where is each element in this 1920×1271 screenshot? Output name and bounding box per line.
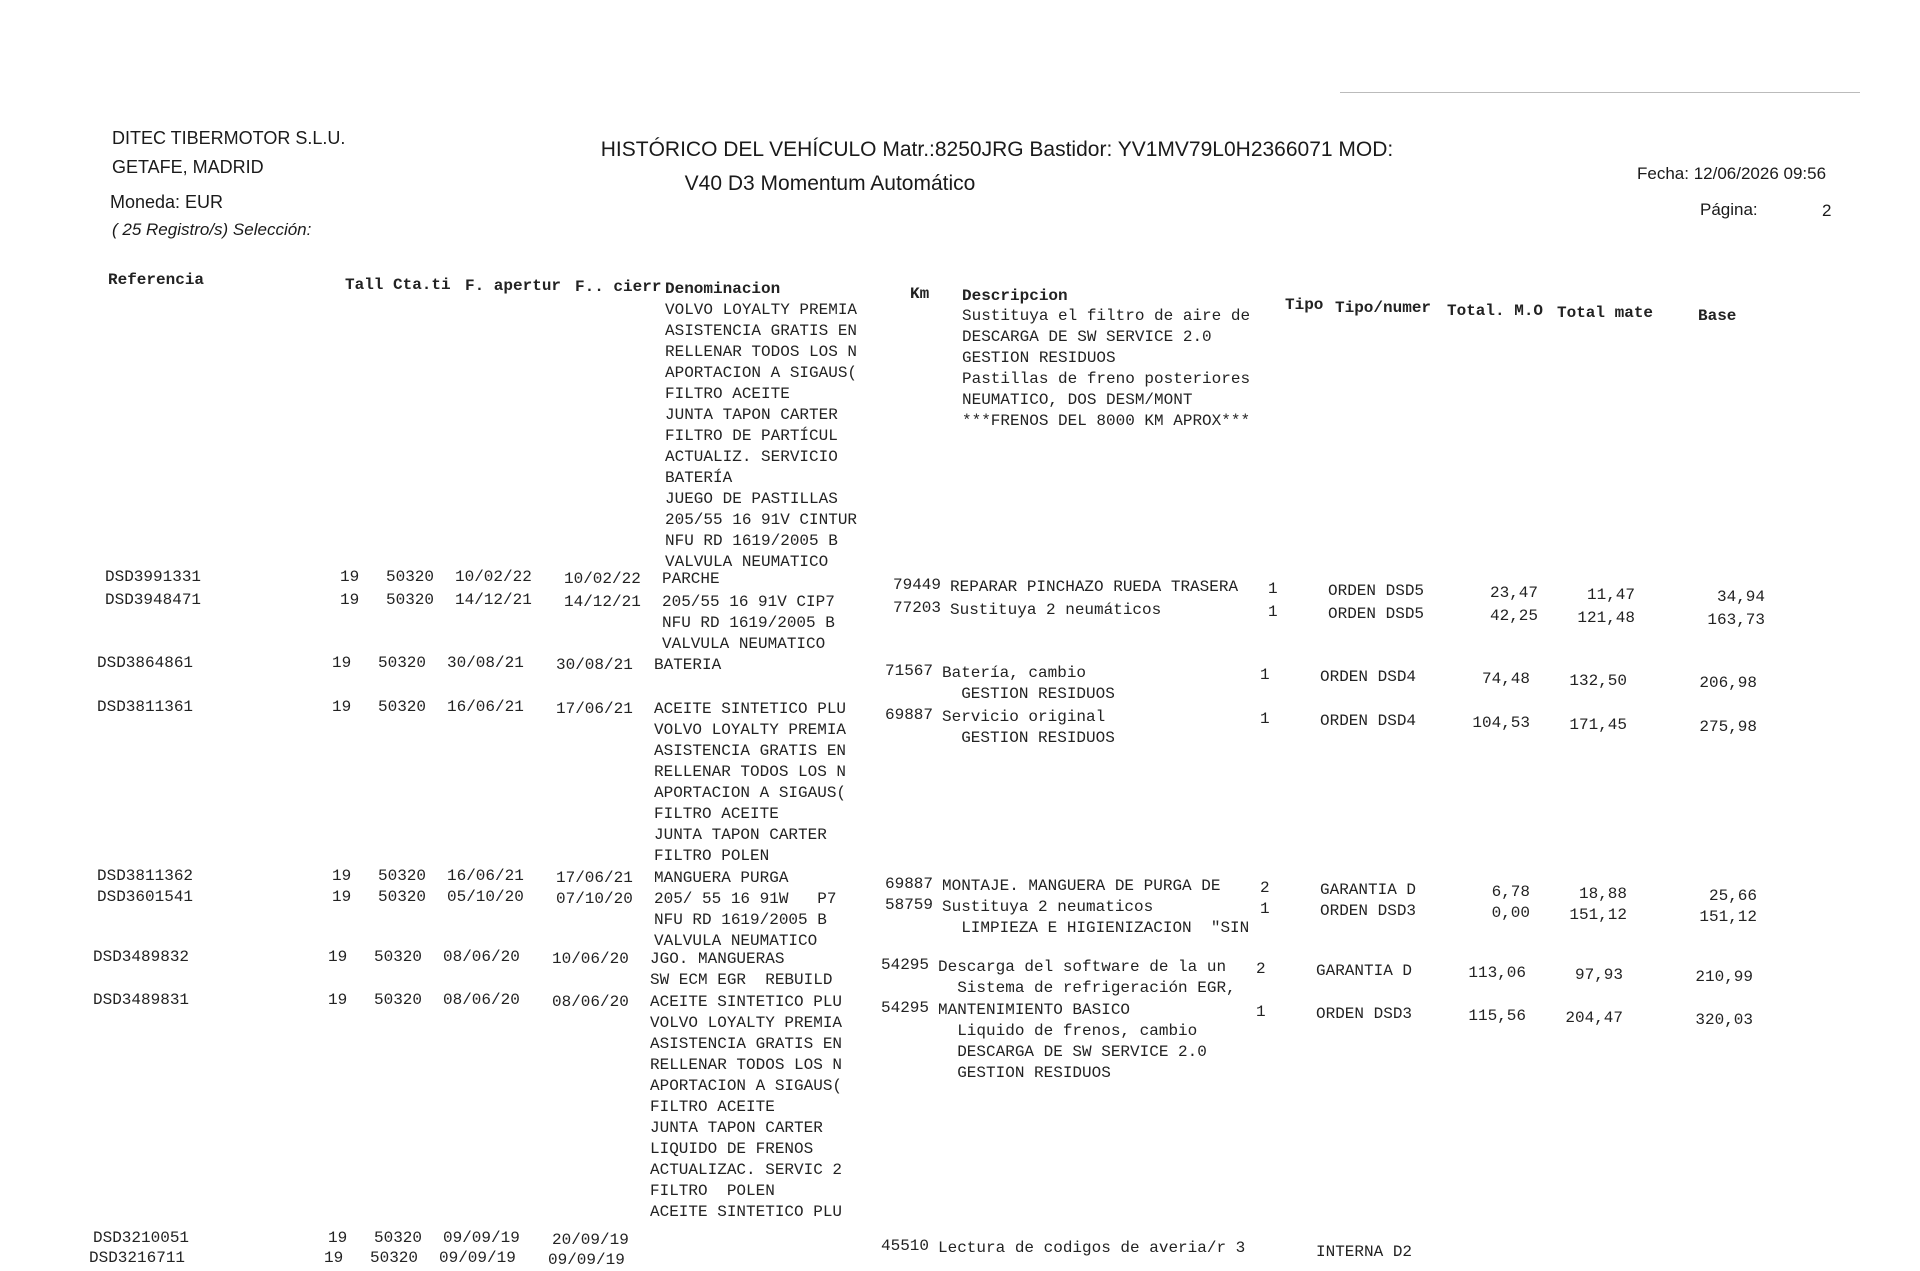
denominacion-line: RELLENAR TODOS LOS N (665, 343, 858, 361)
cell-denominacion (650, 992, 842, 1223)
cell-fc: 14/12/21 (564, 593, 641, 611)
cell-cta: 50320 (374, 1229, 423, 1247)
top-rule (1340, 92, 1860, 93)
cell-mo: 104,53 (1472, 714, 1530, 732)
cell-cta: 50320 (378, 698, 427, 716)
denominacion-line: VOLVO LOYALTY PREMIA (650, 1014, 843, 1032)
denominacion-line: ASISTENCIA GRATIS EN (654, 742, 847, 760)
cell-ref: DSD3864861 (97, 654, 194, 672)
descripcion-line: NEUMATICO, DOS DESM/MONT (962, 391, 1193, 409)
cell-descripcion (950, 600, 1161, 621)
cell-tall: 19 (328, 1229, 348, 1247)
cell-ref: DSD3991331 (105, 568, 202, 586)
cell-mate: 204,47 (1565, 1009, 1623, 1027)
cell-tiponum: ORDEN DSD3 (1316, 1005, 1413, 1023)
cell-denominacion (654, 868, 788, 889)
cell-mate: 18,88 (1578, 885, 1627, 903)
cell-fa: 08/06/20 (443, 991, 520, 1009)
cell-km: 69887 (885, 875, 934, 893)
cell-fc: 30/08/21 (556, 656, 633, 674)
denominacion-line: VOLVO LOYALTY PREMIA (665, 301, 858, 319)
descripcion-line: MANTENIMIENTO BASICO (938, 1001, 1131, 1019)
cell-ref: DSD3601541 (97, 888, 194, 906)
denominacion-line: ACTUALIZ. SERVICIO (665, 448, 838, 466)
vehicle-model: V40 D3 Momentum Automático (684, 172, 976, 195)
cell-mo: 113,06 (1468, 964, 1526, 982)
cell-km: 79449 (893, 576, 942, 594)
cell-tipo: 2 (1260, 879, 1270, 897)
col-tipo-numer: Tipo/numer (1335, 299, 1432, 317)
cell-base: 206,98 (1699, 674, 1757, 692)
cell-km: 54295 (881, 999, 930, 1017)
denominacion-line: NFU RD 1619/2005 B (665, 532, 838, 550)
denominacion-line: PARCHE (662, 570, 720, 588)
cell-tipo: 1 (1260, 900, 1270, 918)
cell-descripcion (942, 707, 1115, 749)
cell-mo: 42,25 (1489, 607, 1538, 625)
descripcion-line: Sustituya 2 neumáticos (950, 601, 1162, 619)
cell-tall: 19 (332, 867, 352, 885)
cell-fa: 09/09/19 (443, 1229, 520, 1247)
cell-ref: DSD3948471 (105, 591, 202, 609)
cell-tiponum: ORDEN DSD3 (1320, 902, 1417, 920)
cell-mate: 11,47 (1586, 586, 1635, 604)
cell-denominacion (654, 655, 721, 676)
denominacion-line: FILTRO POLEN (650, 1182, 775, 1200)
descripcion-line: GESTION RESIDUOS (938, 1064, 1111, 1082)
col-tall: Tall (345, 276, 384, 294)
descripcion-line: GESTION RESIDUOS (942, 729, 1115, 747)
cell-ref: DSD3811361 (97, 698, 194, 716)
denominacion-line: VALVULA NEUMATICO (662, 635, 826, 653)
cell-descripcion (938, 957, 1236, 999)
cell-base: 320,03 (1695, 1011, 1753, 1029)
cell-tall: 19 (328, 991, 348, 1009)
records-count: ( 25 Registro/s) Selección: (112, 220, 312, 239)
cell-km: 69887 (885, 706, 934, 724)
cell-km: 71567 (885, 662, 934, 680)
col-fcierre: F.. cierr (575, 278, 662, 296)
descripcion-line: Lectura de codigos de averia/r 3 (938, 1239, 1246, 1257)
denominacion-line: BATERÍA (665, 469, 733, 487)
denominacion-line: FILTRO DE PARTÍCUL (665, 427, 838, 445)
cell-base: 210,99 (1695, 968, 1753, 986)
denominacion-line: VALVULA NEUMATICO (665, 553, 829, 571)
cell-km: 77203 (893, 599, 942, 617)
cell-tiponum: GARANTIA D (1320, 881, 1417, 899)
continued-descripcion (962, 306, 1250, 432)
denominacion-line: ACEITE SINTETICO PLU (654, 700, 847, 718)
descripcion-line: Servicio original (942, 708, 1106, 726)
cell-fc: 17/06/21 (556, 700, 633, 718)
col-referencia: Referencia (108, 271, 205, 289)
cell-fa: 14/12/21 (455, 591, 532, 609)
denominacion-line: JUEGO DE PASTILLAS (665, 490, 838, 508)
cell-tall: 19 (332, 888, 352, 906)
descripcion-line: Pastillas de freno posteriores (962, 370, 1251, 388)
cell-tiponum: ORDEN DSD5 (1328, 582, 1425, 600)
descripcion-line: Sustituya el filtro de aire de (962, 307, 1251, 325)
cell-tipo: 1 (1260, 666, 1270, 684)
denominacion-line: ACEITE SINTETICO PLU (650, 993, 843, 1011)
denominacion-line: 205/55 16 91V CIP7 (662, 593, 835, 611)
denominacion-line: ASISTENCIA GRATIS EN (650, 1035, 843, 1053)
cell-tall: 19 (324, 1249, 344, 1267)
page-label: Página: (1700, 200, 1758, 219)
cell-mate: 171,45 (1569, 716, 1627, 734)
descripcion-line: LIMPIEZA E HIGIENIZACION "SIN (942, 919, 1250, 937)
descripcion-line: GESTION RESIDUOS (962, 349, 1116, 367)
cell-ref: DSD3210051 (93, 1229, 190, 1247)
cell-fa: 10/02/22 (455, 568, 532, 586)
cell-fa: 16/06/21 (447, 867, 524, 885)
denominacion-line: JUNTA TAPON CARTER (650, 1119, 823, 1137)
col-total-mo: Total. M.O (1447, 302, 1544, 320)
descripcion-line: Liquido de frenos, cambio (938, 1022, 1198, 1040)
cell-base: 25,66 (1708, 887, 1757, 905)
cell-tiponum: ORDEN DSD4 (1320, 668, 1417, 686)
descripcion-line: Descarga del software de la un (938, 958, 1227, 976)
cell-mo: 23,47 (1489, 584, 1538, 602)
cell-base: 34,94 (1716, 588, 1765, 606)
cell-cta: 50320 (386, 568, 435, 586)
col-denominacion: Denominacion (665, 280, 781, 298)
descripcion-line: Sustituya 2 neumaticos (942, 898, 1154, 916)
cell-ref: DSD3489831 (93, 991, 190, 1009)
col-cta: Cta.ti (393, 276, 451, 294)
cell-descripcion (938, 1000, 1207, 1084)
cell-denominacion (650, 949, 832, 991)
cell-tipo: 1 (1268, 603, 1278, 621)
col-fapertura: F. apertur (465, 277, 562, 295)
cell-tall: 19 (332, 654, 352, 672)
denominacion-line: 205/ 55 16 91W P7 (654, 890, 837, 908)
company-name: DITEC TIBERMOTOR S.L.U. (112, 128, 346, 148)
cell-km: 45510 (881, 1237, 930, 1255)
cell-mo: 0,00 (1491, 904, 1530, 922)
descripcion-line: REPARAR PINCHAZO RUEDA TRASERA (950, 578, 1239, 596)
cell-tiponum: GARANTIA D (1316, 962, 1413, 980)
denominacion-line: FILTRO ACEITE (654, 805, 779, 823)
cell-mo: 6,78 (1491, 883, 1530, 901)
cell-fa: 30/08/21 (447, 654, 524, 672)
denominacion-line: APORTACION A SIGAUS( (654, 784, 847, 802)
cell-descripcion (938, 1238, 1245, 1259)
company-location: GETAFE, MADRID (112, 157, 264, 177)
cell-ref: DSD3216711 (89, 1249, 186, 1267)
denominacion-line: JUNTA TAPON CARTER (654, 826, 827, 844)
cell-mate: 151,12 (1569, 906, 1627, 924)
cell-km: 54295 (881, 956, 930, 974)
cell-km: 58759 (885, 896, 934, 914)
descripcion-line: Sistema de refrigeración EGR, (938, 979, 1236, 997)
cell-tiponum: ORDEN DSD4 (1320, 712, 1417, 730)
cell-fc: 17/06/21 (556, 869, 633, 887)
denominacion-line: NFU RD 1619/2005 B (662, 614, 835, 632)
cell-ref: DSD3489832 (93, 948, 190, 966)
denominacion-line: RELLENAR TODOS LOS N (654, 763, 847, 781)
col-km: Km (910, 285, 930, 303)
cell-mate: 97,93 (1574, 966, 1623, 984)
cell-cta: 50320 (374, 991, 423, 1009)
col-total-mate: Total mate (1557, 304, 1654, 322)
denominacion-line: JGO. MANGUERAS (650, 950, 785, 968)
cell-fc: 09/09/19 (548, 1251, 625, 1269)
descripcion-line: DESCARGA DE SW SERVICE 2.0 (962, 328, 1212, 346)
cell-denominacion (654, 889, 836, 952)
col-descripcion: Descripcion (962, 287, 1068, 305)
denominacion-line: FILTRO POLEN (654, 847, 770, 865)
currency: Moneda: EUR (110, 192, 224, 212)
denominacion-line: SW ECM EGR REBUILD (650, 971, 833, 989)
cell-descripcion (942, 876, 1220, 897)
descripcion-line: DESCARGA DE SW SERVICE 2.0 (938, 1043, 1207, 1061)
cell-tall: 19 (340, 591, 360, 609)
cell-tipo: 1 (1256, 1003, 1266, 1021)
cell-cta: 50320 (378, 888, 427, 906)
denominacion-line: NFU RD 1619/2005 B (654, 911, 827, 929)
page-number: 2 (1822, 201, 1832, 220)
cell-tall: 19 (328, 948, 348, 966)
cell-descripcion (942, 663, 1115, 705)
denominacion-line: RELLENAR TODOS LOS N (650, 1056, 843, 1074)
cell-cta: 50320 (374, 948, 423, 966)
cell-fa: 16/06/21 (447, 698, 524, 716)
col-base: Base (1698, 307, 1737, 325)
denominacion-line: 205/55 16 91V CINTUR (665, 511, 858, 529)
cell-mo: 74,48 (1481, 670, 1530, 688)
descripcion-line: ***FRENOS DEL 8000 KM APROX*** (962, 412, 1251, 430)
cell-tipo: 2 (1256, 960, 1266, 978)
cell-fa: 08/06/20 (443, 948, 520, 966)
cell-base: 151,12 (1699, 908, 1757, 926)
cell-tall: 19 (340, 568, 360, 586)
denominacion-line: VALVULA NEUMATICO (654, 932, 818, 950)
cell-fc: 10/02/22 (564, 570, 641, 588)
page-title: HISTÓRICO DEL VEHÍCULO Matr.:8250JRG Bastidor: YV1MV79L0H2366071 MOD: (600, 138, 1394, 161)
cell-cta: 50320 (386, 591, 435, 609)
cell-ref: DSD3811362 (97, 867, 194, 885)
cell-denominacion (654, 699, 846, 867)
descripcion-line: GESTION RESIDUOS (942, 685, 1115, 703)
cell-cta: 50320 (378, 654, 427, 672)
cell-descripcion (942, 897, 1249, 939)
cell-denominacion (662, 592, 835, 655)
cell-mate: 132,50 (1569, 672, 1627, 690)
cell-cta: 50320 (378, 867, 427, 885)
cell-cta: 50320 (370, 1249, 419, 1267)
denominacion-line: APORTACION A SIGAUS( (650, 1077, 843, 1095)
cell-tiponum: ORDEN DSD5 (1328, 605, 1425, 623)
cell-tipo: 1 (1260, 710, 1270, 728)
cell-base: 275,98 (1699, 718, 1757, 736)
denominacion-line: LIQUIDO DE FRENOS (650, 1140, 814, 1158)
continued-denominacion (665, 300, 857, 573)
cell-base: 163,73 (1707, 611, 1765, 629)
cell-fa: 05/10/20 (447, 888, 524, 906)
report-date: Fecha: 12/06/2026 09:56 (1637, 164, 1827, 183)
cell-tipo: 1 (1268, 580, 1278, 598)
denominacion-line: ACTUALIZAC. SERVIC 2 (650, 1161, 843, 1179)
denominacion-line: JUNTA TAPON CARTER (665, 406, 838, 424)
cell-fc: 10/06/20 (552, 950, 629, 968)
cell-fc: 07/10/20 (556, 890, 633, 908)
descripcion-line: Batería, cambio (942, 664, 1087, 682)
col-tipo: Tipo (1285, 296, 1324, 314)
cell-mo: 115,56 (1468, 1007, 1526, 1025)
cell-mate: 121,48 (1577, 609, 1635, 627)
cell-descripcion (950, 577, 1238, 598)
denominacion-line: BATERIA (654, 656, 722, 674)
denominacion-line: ACEITE SINTETICO PLU (650, 1203, 843, 1221)
denominacion-line: ASISTENCIA GRATIS EN (665, 322, 858, 340)
descripcion-line: MONTAJE. MANGUERA DE PURGA DE (942, 877, 1221, 895)
denominacion-line: APORTACION A SIGAUS( (665, 364, 858, 382)
denominacion-line: VOLVO LOYALTY PREMIA (654, 721, 847, 739)
denominacion-line: FILTRO ACEITE (665, 385, 790, 403)
cell-fc: 08/06/20 (552, 993, 629, 1011)
cell-denominacion (662, 569, 720, 590)
denominacion-line: MANGUERA PURGA (654, 869, 789, 887)
cell-tall: 19 (332, 698, 352, 716)
denominacion-line: FILTRO ACEITE (650, 1098, 775, 1116)
cell-fa: 09/09/19 (439, 1249, 516, 1267)
cell-fc: 20/09/19 (552, 1231, 629, 1249)
cell-tiponum: INTERNA D2 (1316, 1243, 1413, 1261)
